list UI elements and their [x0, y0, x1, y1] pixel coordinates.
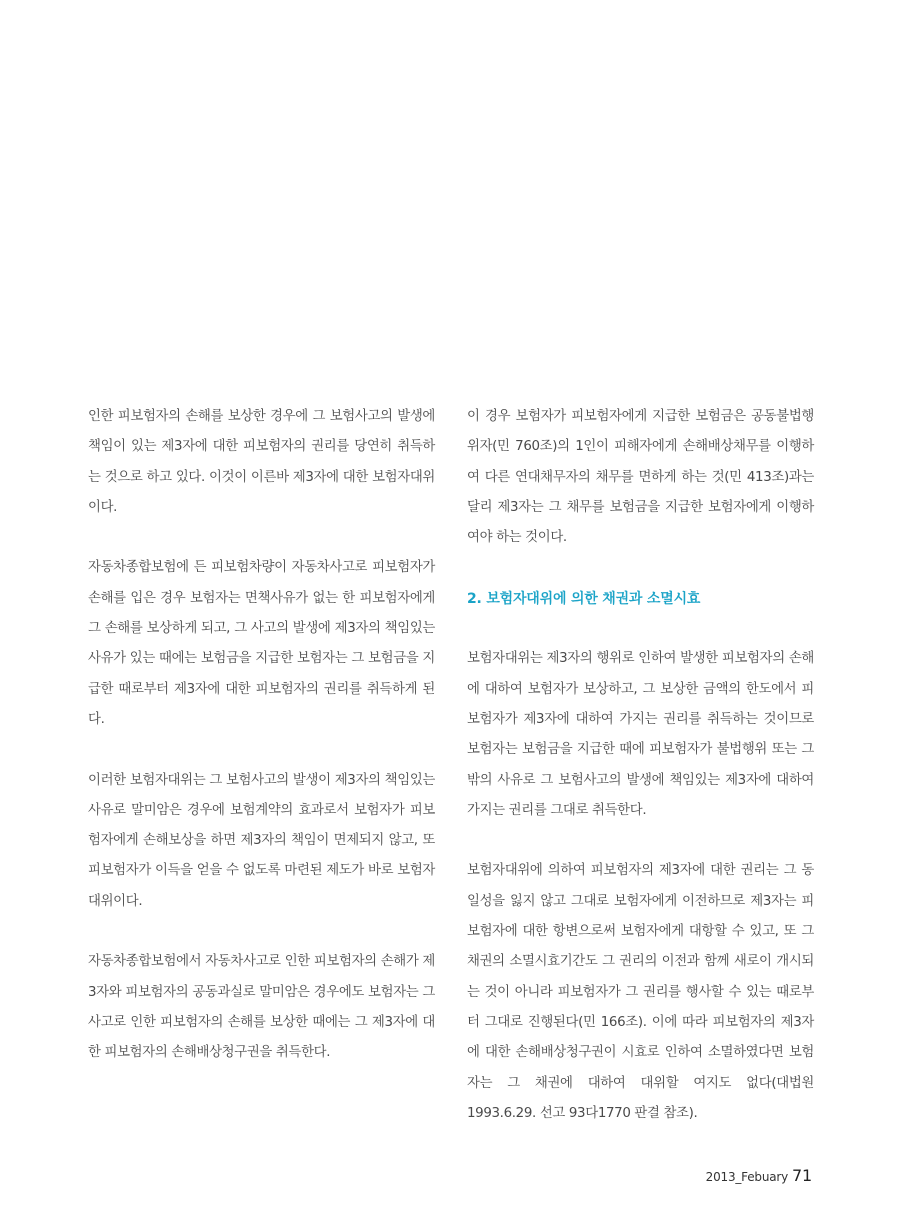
- paragraph-gap: [88, 917, 435, 947]
- paragraph-gap: [467, 614, 814, 644]
- page-footer: [706, 1166, 812, 1185]
- paragraph-gap: [88, 523, 435, 553]
- paragraph-gap: [467, 826, 814, 856]
- body-paragraph: 이 경우 보험자가 피보험자에게 지급한 보험금은 공동불법행위자(민 760조)의 1인이 피해자에게 손해배상채무를 이행하여 다른 연대채무자의 채무를 면하게 하는 것(민 413조)과는 달리 제3자는 그 채무를 보험금을 지급한 보험자에게 이행하여야 하는 것이다.: [467, 409, 814, 546]
- page-number: 71: [792, 1166, 812, 1185]
- right-column: [467, 402, 814, 1129]
- issue-label: 2013_Febuary: [705, 1170, 789, 1184]
- paragraph-gap: [467, 553, 814, 583]
- body-paragraph: 보험자대위는 제3자의 행위로 인하여 발생한 피보험자의 손해에 대하여 보험자가 보상하고, 그 보상한 금액의 한도에서 피보험자가 제3자에 대하여 가지는 권리를 취득하는 것이므로 보험자는 보험금을 지급한 때에 피보험자가 불법행위 또는 그 밖의 사유로 그 보험사고의 발생에 책임있는 제3자에 대하여 가지는 권리를 그대로 취득한다.: [467, 651, 814, 818]
- body-paragraph: 인한 피보험자의 손해를 보상한 경우에 그 보험사고의 발생에 책임이 있는 제3자에 대한 피보험자의 권리를 당연히 취득하는 것으로 하고 있다. 이것이 이른바 제3자에 대한 보험자대위이다.: [88, 409, 435, 515]
- body-paragraph: 자동차종합보험에 든 피보험차량이 자동차사고로 피보험자가 손해를 입은 경우 보험자는 면책사유가 없는 한 피보험자에게 그 손해를 보상하게 되고, 그 사고의 발생에 제3자의 책임있는 사유가 있는 때에는 보험금을 지급한 보험자는 그 보험금을 지급한 때로부터 제3자에 대한 피보험자의 권리를 취득하게 된다.: [88, 560, 435, 727]
- left-column: [88, 402, 435, 1069]
- paragraph-gap: [88, 735, 435, 765]
- body-paragraph: 자동차종합보험에서 자동차사고로 인한 피보험자의 손해가 제3자와 피보험자의 공동과실로 말미암은 경우에도 보험자는 그 사고로 인한 피보험자의 손해를 보상한 때에는 그 제3자에 대한 피보험자의 손해배상청구권을 취득한다.: [88, 954, 435, 1061]
- body-paragraph: 이러한 보험자대위는 그 보험사고의 발생이 제3자의 책임있는 사유로 말미암은 경우에 보험계약의 효과로서 보험자가 피보험자에게 손해보상을 하면 제3자의 책임이 면제되지 않고, 또 피보험자가 이득을 얻을 수 없도록 마련된 제도가 바로 보험자대위이다.: [88, 772, 435, 909]
- body-paragraph: 보험자대위에 의하여 피보험자의 제3자에 대한 권리는 그 동일성을 잃지 않고 그대로 보험자에게 이전하므로 제3자는 피보험자에 대한 항변으로써 보험자에게 대항할 수 있고, 또 그 채권의 소멸시효기간도 그 권리의 이전과 함께 새로이 개시되는 것이 아니라 피보험자가 그 권리를 행사할 수 있는 때로부터 그대로 진행된다(민 166조). 이에 따라 피보험자의 제3자에 대한 손해배상청구권이 시효로 인하여 소멸하였다면 보험자는 그 채권에 대하여 대위할 여지도 없다(대법원 1993.6.29. 선고 93다1770 판결 참조).: [467, 863, 814, 1121]
- section-heading: 2. 보험자대위에 의한 채권과 소멸시효: [467, 590, 701, 607]
